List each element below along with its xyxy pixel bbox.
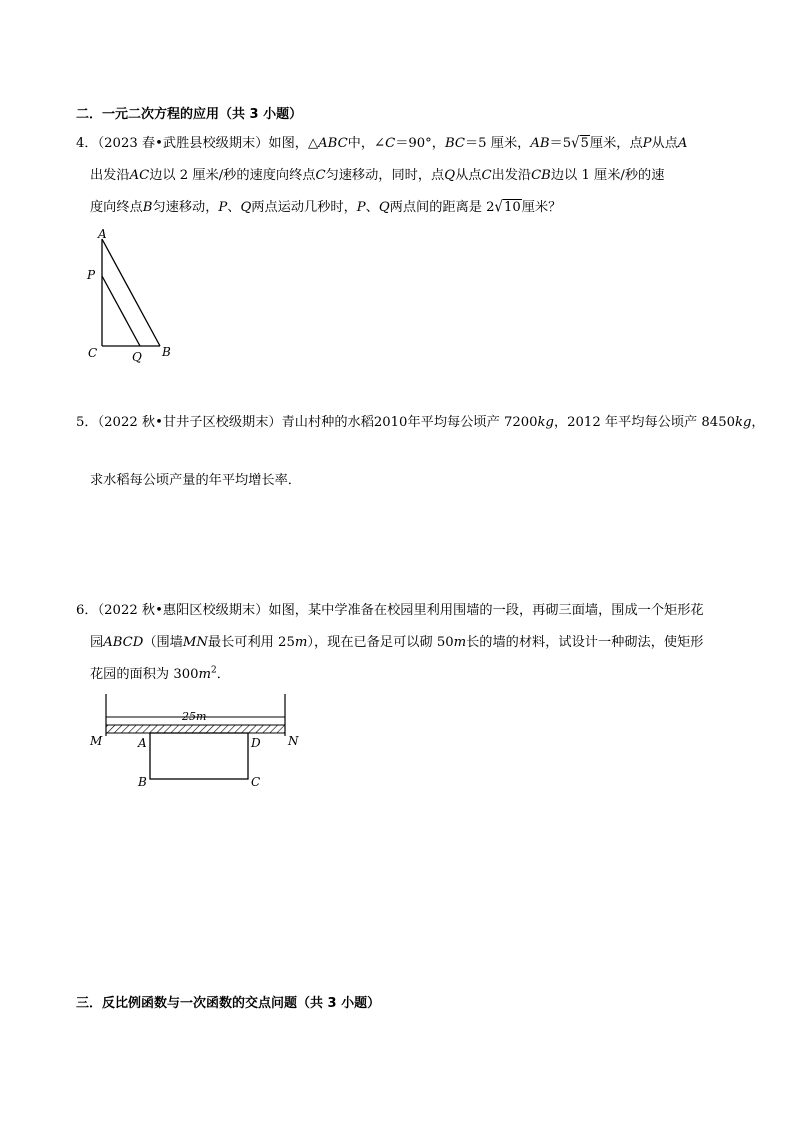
unit: m xyxy=(294,635,308,650)
math-var: AC xyxy=(129,168,150,183)
text: 两点间的距离是 2 xyxy=(389,200,495,215)
question-6-line-1 xyxy=(76,601,704,621)
label-q: Q xyxy=(132,350,142,364)
unit: kg xyxy=(734,415,752,430)
segment-pq xyxy=(102,276,140,346)
question-number: 4． xyxy=(76,136,98,151)
section-heading: 二．一元二次方程的应用（共 3 小题） xyxy=(76,107,303,122)
sqrt-expression: √5 xyxy=(571,134,589,153)
garden-rectangle xyxy=(150,733,248,779)
text: ， xyxy=(751,415,765,430)
text: ，2012 年平均每公顷产 8450 xyxy=(553,415,735,430)
section-heading: 三．反比例函数与一次函数的交点问题（共 3 小题） xyxy=(76,996,381,1011)
math-var: Q xyxy=(378,200,390,215)
question-number: 5． xyxy=(76,415,98,430)
text: 出发沿 xyxy=(90,168,130,183)
text: ． xyxy=(216,667,230,682)
math-var: Q xyxy=(444,168,456,183)
radicand: 10 xyxy=(503,200,521,215)
label-a: A xyxy=(98,227,107,241)
question-source: （2022 秋•惠阳区校级期末） xyxy=(97,603,269,618)
text: 出发沿 xyxy=(491,168,532,183)
question-5-line-2: 求水稻每公顷产量的年平均增长率． xyxy=(90,473,301,488)
text: 厘米？ xyxy=(521,200,562,215)
question-source: （2023 春•武胜县校级期末） xyxy=(97,136,269,151)
question-4-line-2 xyxy=(90,166,664,186)
text: 边以 1 厘米/秒的速 xyxy=(550,168,665,183)
math-var: P xyxy=(642,136,652,151)
question-6-line-3 xyxy=(90,665,230,685)
text: 匀速移动， xyxy=(152,200,219,215)
text: 如图，△ xyxy=(268,136,319,151)
text: 、 xyxy=(365,200,379,215)
radicand: 5 xyxy=(580,136,589,151)
text: 最长可利用 25 xyxy=(207,635,295,650)
text: 中，∠ xyxy=(347,136,386,151)
text: 边以 2 厘米/秒的速度向终点 xyxy=(149,168,316,183)
math-var: MN xyxy=(182,635,208,650)
math-var: ABC xyxy=(318,136,348,151)
label-p: P xyxy=(87,268,96,282)
math-var: P xyxy=(356,200,366,215)
question-4-line-3 xyxy=(90,198,561,218)
unit: m xyxy=(453,635,467,650)
question-6-line-2 xyxy=(90,633,704,653)
math-var: ABCD xyxy=(103,635,144,650)
math-var: C xyxy=(385,136,396,151)
text: 如图，某中学准备在校园里利用围墙的一段，再砌三面墙，围成一个矩形花 xyxy=(268,603,704,618)
text: ＝90°， xyxy=(395,136,445,151)
label-m: M xyxy=(90,734,103,748)
text: 青山村种的水稻2010年平均每公顷产 7200 xyxy=(281,415,538,430)
text: 匀速移动，同时，点 xyxy=(325,168,445,183)
label-a: A xyxy=(138,736,147,750)
label-c: C xyxy=(251,775,261,789)
text: 园 xyxy=(90,635,104,650)
question-source: （2022 秋•甘井子区校级期末） xyxy=(97,415,282,430)
text: ），现在已备足可以砌 50 xyxy=(307,635,454,650)
math-var: CB xyxy=(531,168,551,183)
math-var: A xyxy=(677,136,688,151)
text: 两点运动几秒时， xyxy=(251,200,357,215)
question-5-line-1 xyxy=(76,413,765,433)
exponent: 2 xyxy=(211,665,217,676)
triangle-figure xyxy=(84,226,184,366)
label-n: N xyxy=(288,734,299,748)
text: 花园的面积为 300 xyxy=(90,667,199,682)
math-var: BC xyxy=(444,136,465,151)
question-4-line-1 xyxy=(76,134,687,154)
sqrt-expression: √10 xyxy=(494,198,521,217)
unit: m xyxy=(198,667,212,682)
text: ＝5 xyxy=(549,136,572,151)
wall-mn xyxy=(106,725,285,733)
math-var: Q xyxy=(240,200,252,215)
math-var: P xyxy=(218,200,228,215)
text: 长的墙的材料，试设计一种砌法，使矩形 xyxy=(466,635,704,650)
unit: kg xyxy=(537,415,554,430)
math-var: C xyxy=(315,168,326,183)
label-d: D xyxy=(251,736,261,750)
text: 从点 xyxy=(455,168,482,183)
text: （围墙 xyxy=(143,635,183,650)
label-b: B xyxy=(162,345,171,359)
text: 从点 xyxy=(651,136,678,151)
label-c: C xyxy=(88,346,98,360)
text: 度向终点 xyxy=(90,200,143,215)
garden-figure xyxy=(84,692,324,802)
text: 、 xyxy=(227,200,241,215)
math-var: AB xyxy=(530,136,550,151)
text: ＝5 厘米， xyxy=(464,136,531,151)
label-b: B xyxy=(138,775,147,789)
question-number: 6． xyxy=(76,603,98,618)
dimension-label: 25m xyxy=(182,710,207,723)
text: 厘米，点 xyxy=(589,136,643,151)
math-var: C xyxy=(481,168,492,183)
math-var: B xyxy=(142,200,153,215)
